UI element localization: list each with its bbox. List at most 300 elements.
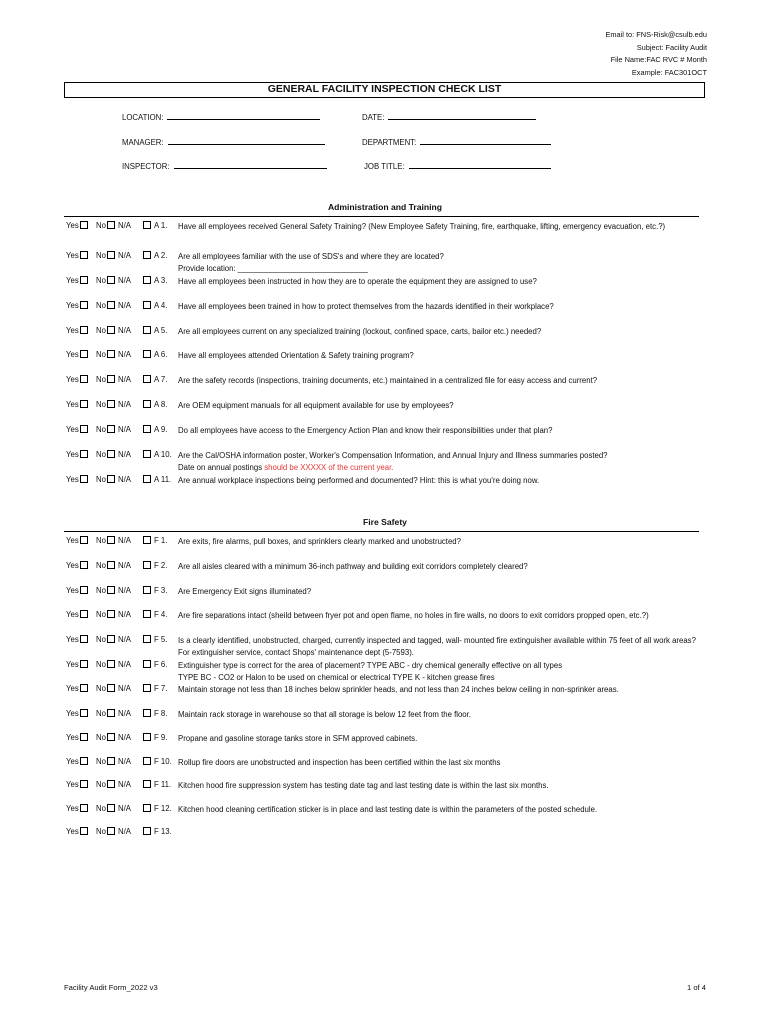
no-option[interactable] xyxy=(96,804,115,813)
footer-form-name: Facility Audit Form_2022 v3 xyxy=(64,983,158,992)
na-checkbox[interactable] xyxy=(143,827,151,835)
yes-option[interactable] xyxy=(66,586,88,595)
na-checkbox[interactable] xyxy=(143,610,151,618)
item-code: F 1. xyxy=(154,536,168,545)
no-label: No xyxy=(96,400,106,409)
no-checkbox[interactable] xyxy=(107,350,115,358)
na-label: N/A xyxy=(118,684,131,693)
na-checkbox[interactable] xyxy=(143,326,151,334)
yes-checkbox[interactable] xyxy=(80,827,88,835)
na-option[interactable] xyxy=(118,425,131,434)
no-label: No xyxy=(96,660,106,669)
yes-label: Yes xyxy=(66,733,79,742)
yes-option[interactable] xyxy=(66,400,88,409)
item-question xyxy=(178,561,698,573)
na-option[interactable] xyxy=(118,475,131,484)
yes-checkbox[interactable] xyxy=(80,400,88,408)
item-code: A 8. xyxy=(154,400,168,409)
yes-checkbox[interactable] xyxy=(80,610,88,618)
yes-label: Yes xyxy=(66,780,79,789)
item-code: A 4. xyxy=(154,301,168,310)
date-label: DATE: xyxy=(362,113,385,122)
yes-checkbox[interactable] xyxy=(80,684,88,692)
yes-option[interactable] xyxy=(66,251,88,260)
no-option[interactable] xyxy=(96,326,115,335)
no-checkbox[interactable] xyxy=(107,425,115,433)
item-question xyxy=(178,684,698,696)
no-checkbox[interactable] xyxy=(107,326,115,334)
na-option[interactable] xyxy=(118,561,131,570)
no-checkbox[interactable] xyxy=(107,709,115,717)
item-question-text: Are exits, fire alarms, pull boxes, and sprinklers clearly marked and unobstructed? xyxy=(178,537,461,546)
no-label: No xyxy=(96,425,106,434)
no-checkbox[interactable] xyxy=(107,586,115,594)
no-label: No xyxy=(96,350,106,359)
na-checkbox-wrap[interactable] xyxy=(142,221,151,230)
yes-option[interactable] xyxy=(66,301,88,310)
yes-checkbox[interactable] xyxy=(80,561,88,569)
na-option[interactable] xyxy=(118,221,131,230)
no-option[interactable] xyxy=(96,276,115,285)
section-divider xyxy=(64,531,699,532)
no-checkbox[interactable] xyxy=(107,251,115,259)
yes-label: Yes xyxy=(66,375,79,384)
yes-option[interactable] xyxy=(66,561,88,570)
no-option[interactable] xyxy=(96,221,115,230)
file-name-line: File Name:FAC RVC # Month xyxy=(610,55,707,64)
no-option[interactable] xyxy=(96,709,115,718)
na-label: N/A xyxy=(118,400,131,409)
checklist-row xyxy=(0,221,770,243)
na-option[interactable] xyxy=(118,733,131,742)
no-option[interactable] xyxy=(96,586,115,595)
no-option[interactable] xyxy=(96,684,115,693)
na-checkbox[interactable] xyxy=(143,251,151,259)
na-option[interactable] xyxy=(118,251,131,260)
na-option[interactable] xyxy=(118,635,131,644)
item-code: A 11. xyxy=(154,475,172,484)
yes-checkbox[interactable] xyxy=(80,450,88,458)
no-checkbox[interactable] xyxy=(107,780,115,788)
no-option[interactable] xyxy=(96,400,115,409)
na-checkbox[interactable] xyxy=(143,475,151,483)
na-checkbox-wrap[interactable] xyxy=(142,400,151,409)
na-option[interactable] xyxy=(118,326,131,335)
na-option[interactable] xyxy=(118,301,131,310)
inspector-field[interactable] xyxy=(122,160,327,171)
item-question-text: Have all employees been instructed in how they are to operate the equipment they are assigned to use? xyxy=(178,277,537,286)
checklist-row xyxy=(0,780,770,802)
yes-option[interactable] xyxy=(66,450,88,459)
no-option[interactable] xyxy=(96,375,115,384)
item-code: A 2. xyxy=(154,251,168,260)
yes-option[interactable] xyxy=(66,425,88,434)
yes-checkbox[interactable] xyxy=(80,635,88,643)
item-question xyxy=(178,276,698,288)
item-question xyxy=(178,733,698,745)
na-checkbox[interactable] xyxy=(143,536,151,544)
na-checkbox-wrap[interactable] xyxy=(142,780,151,789)
yes-checkbox[interactable] xyxy=(80,221,88,229)
yes-label: Yes xyxy=(66,610,79,619)
checklist-row xyxy=(0,375,770,397)
yes-label: Yes xyxy=(66,757,79,766)
item-question xyxy=(178,804,698,816)
no-option[interactable] xyxy=(96,780,115,789)
no-label: No xyxy=(96,375,106,384)
inspector-input-line[interactable] xyxy=(174,160,327,169)
yes-option[interactable] xyxy=(66,804,88,813)
na-option[interactable] xyxy=(118,780,131,789)
na-option[interactable] xyxy=(118,610,131,619)
no-option[interactable] xyxy=(96,610,115,619)
no-checkbox[interactable] xyxy=(107,684,115,692)
no-checkbox[interactable] xyxy=(107,375,115,383)
item-code: A 6. xyxy=(154,350,168,359)
item-question-subtext: TYPE BC - CO2 or Halon to be used on chemical or electrical TYPE K - kitchen grease fires xyxy=(178,673,495,682)
item-code: F 6. xyxy=(154,660,168,669)
na-checkbox[interactable] xyxy=(143,635,151,643)
na-checkbox-wrap[interactable] xyxy=(142,660,151,669)
item-question xyxy=(178,350,698,362)
no-checkbox[interactable] xyxy=(107,400,115,408)
item-code: A 3. xyxy=(154,276,168,285)
yes-label: Yes xyxy=(66,400,79,409)
no-checkbox[interactable] xyxy=(107,221,115,229)
na-checkbox-wrap[interactable] xyxy=(142,251,151,260)
checklist-row xyxy=(0,425,770,447)
checklist-row xyxy=(0,276,770,298)
yes-checkbox[interactable] xyxy=(80,425,88,433)
yes-option[interactable] xyxy=(66,610,88,619)
item-question-text: Are the safety records (inspections, training documents, etc.) maintained in a centralized file for easy access and current? xyxy=(178,376,598,385)
department-label: DEPARTMENT: xyxy=(362,138,417,147)
na-label: N/A xyxy=(118,375,131,384)
item-question xyxy=(178,400,698,412)
section-title-administration: Administration and Training xyxy=(327,202,443,212)
checklist-row xyxy=(0,475,770,497)
yes-option[interactable] xyxy=(66,733,88,742)
no-checkbox[interactable] xyxy=(107,804,115,812)
no-label: No xyxy=(96,780,106,789)
checklist-row xyxy=(0,684,770,706)
yes-checkbox[interactable] xyxy=(80,586,88,594)
na-option[interactable] xyxy=(118,709,131,718)
item-code: F 13. xyxy=(154,827,172,836)
item-question-text: Kitchen hood fire suppression system has testing date tag and last testing date is within the last six months. xyxy=(178,781,549,790)
item-question xyxy=(178,221,698,233)
no-option[interactable] xyxy=(96,536,115,545)
yes-label: Yes xyxy=(66,684,79,693)
item-question xyxy=(178,586,698,598)
na-checkbox[interactable] xyxy=(143,400,151,408)
na-checkbox[interactable] xyxy=(143,780,151,788)
na-option[interactable] xyxy=(118,536,131,545)
na-checkbox-wrap[interactable] xyxy=(142,561,151,570)
department-input-line[interactable] xyxy=(420,136,551,145)
na-option[interactable] xyxy=(118,660,131,669)
na-label: N/A xyxy=(118,536,131,545)
yes-checkbox[interactable] xyxy=(80,326,88,334)
yes-option[interactable] xyxy=(66,660,88,669)
yes-checkbox[interactable] xyxy=(80,251,88,259)
no-label: No xyxy=(96,733,106,742)
na-checkbox[interactable] xyxy=(143,375,151,383)
na-checkbox[interactable] xyxy=(143,350,151,358)
na-label: N/A xyxy=(118,425,131,434)
na-checkbox-wrap[interactable] xyxy=(142,301,151,310)
yes-checkbox[interactable] xyxy=(80,709,88,717)
na-checkbox-wrap[interactable] xyxy=(142,450,151,459)
no-label: No xyxy=(96,450,106,459)
na-checkbox[interactable] xyxy=(143,757,151,765)
location-label: LOCATION: xyxy=(122,113,164,122)
no-checkbox[interactable] xyxy=(107,733,115,741)
no-option[interactable] xyxy=(96,635,115,644)
yes-option[interactable] xyxy=(66,536,88,545)
yes-label: Yes xyxy=(66,586,79,595)
no-label: No xyxy=(96,709,106,718)
yes-label: Yes xyxy=(66,536,79,545)
na-option[interactable] xyxy=(118,827,131,836)
date-input-line[interactable] xyxy=(388,111,536,120)
na-option[interactable] xyxy=(118,450,131,459)
job-title-field[interactable] xyxy=(364,160,551,171)
no-option[interactable] xyxy=(96,561,115,570)
na-option[interactable] xyxy=(118,684,131,693)
na-label: N/A xyxy=(118,301,131,310)
item-code: F 3. xyxy=(154,586,168,595)
yes-option[interactable] xyxy=(66,780,88,789)
yes-option[interactable] xyxy=(66,709,88,718)
no-label: No xyxy=(96,326,106,335)
item-question-text: Have all employees attended Orientation & Safety training program? xyxy=(178,351,414,360)
na-checkbox-wrap[interactable] xyxy=(142,425,151,434)
na-checkbox[interactable] xyxy=(143,733,151,741)
na-label: N/A xyxy=(118,276,131,285)
checklist-row xyxy=(0,733,770,755)
na-checkbox-wrap[interactable] xyxy=(142,827,151,836)
item-question-text: Maintain rack storage in warehouse so that all storage is below 12 feet from the floor. xyxy=(178,710,471,719)
yes-checkbox[interactable] xyxy=(80,276,88,284)
manager-field[interactable] xyxy=(122,136,325,147)
no-checkbox[interactable] xyxy=(107,561,115,569)
no-checkbox[interactable] xyxy=(107,276,115,284)
checklist-row xyxy=(0,350,770,372)
na-option[interactable] xyxy=(118,586,131,595)
item-code: F 4. xyxy=(154,610,168,619)
na-option[interactable] xyxy=(118,400,131,409)
na-checkbox-wrap[interactable] xyxy=(142,350,151,359)
yes-checkbox[interactable] xyxy=(80,804,88,812)
yes-option[interactable] xyxy=(66,221,88,230)
yes-checkbox[interactable] xyxy=(80,780,88,788)
no-label: No xyxy=(96,536,106,545)
yes-option[interactable] xyxy=(66,375,88,384)
no-label: No xyxy=(96,561,106,570)
no-option[interactable] xyxy=(96,827,115,836)
checklist-row xyxy=(0,804,770,826)
inspector-label: INSPECTOR: xyxy=(122,162,170,171)
item-question-text: Propane and gasoline storage tanks store in SFM approved cabinets. xyxy=(178,734,418,743)
na-label: N/A xyxy=(118,780,131,789)
item-question xyxy=(178,301,698,313)
item-question xyxy=(178,450,698,474)
no-label: No xyxy=(96,251,106,260)
item-question-text: Extinguisher type is correct for the area of placement? TYPE ABC - dry chemical generally effective on all types xyxy=(178,661,563,670)
no-option[interactable] xyxy=(96,350,115,359)
na-checkbox-wrap[interactable] xyxy=(142,586,151,595)
yes-label: Yes xyxy=(66,301,79,310)
no-label: No xyxy=(96,757,106,766)
na-checkbox[interactable] xyxy=(143,301,151,309)
checklist-row xyxy=(0,660,770,682)
na-label: N/A xyxy=(118,450,131,459)
no-label: No xyxy=(96,610,106,619)
item-question xyxy=(178,757,698,769)
yes-option[interactable] xyxy=(66,827,88,836)
na-label: N/A xyxy=(118,221,131,230)
na-option[interactable] xyxy=(118,350,131,359)
item-question-text: Are the Cal/OSHA information poster, Worker's Compensation Information, and Annual Injury and Illness summaries posted? xyxy=(178,451,608,460)
no-checkbox[interactable] xyxy=(107,301,115,309)
na-checkbox-wrap[interactable] xyxy=(142,475,151,484)
na-option[interactable] xyxy=(118,804,131,813)
yes-option[interactable] xyxy=(66,475,88,484)
na-checkbox-wrap[interactable] xyxy=(142,709,151,718)
no-option[interactable] xyxy=(96,251,115,260)
no-checkbox[interactable] xyxy=(107,610,115,618)
yes-option[interactable] xyxy=(66,326,88,335)
yes-label: Yes xyxy=(66,326,79,335)
no-label: No xyxy=(96,635,106,644)
checklist-row xyxy=(0,586,770,608)
item-question-subtext: Date on annual postings xyxy=(178,463,265,472)
yes-checkbox[interactable] xyxy=(80,757,88,765)
yes-option[interactable] xyxy=(66,757,88,766)
na-label: N/A xyxy=(118,757,131,766)
no-option[interactable] xyxy=(96,660,115,669)
yes-checkbox[interactable] xyxy=(80,350,88,358)
yes-checkbox[interactable] xyxy=(80,301,88,309)
item-question xyxy=(178,475,698,487)
na-checkbox[interactable] xyxy=(143,221,151,229)
yes-checkbox[interactable] xyxy=(80,375,88,383)
na-checkbox-wrap[interactable] xyxy=(142,276,151,285)
no-checkbox[interactable] xyxy=(107,450,115,458)
no-label: No xyxy=(96,221,106,230)
yes-label: Yes xyxy=(66,827,79,836)
yes-label: Yes xyxy=(66,276,79,285)
na-checkbox[interactable] xyxy=(143,561,151,569)
no-option[interactable] xyxy=(96,450,115,459)
na-checkbox[interactable] xyxy=(143,276,151,284)
yes-option[interactable] xyxy=(66,276,88,285)
na-label: N/A xyxy=(118,709,131,718)
no-option[interactable] xyxy=(96,425,115,434)
item-question-text: Are all aisles cleared with a minimum 36-inch pathway and building exit corridors completely cleared? xyxy=(178,562,528,571)
na-option[interactable] xyxy=(118,276,131,285)
yes-checkbox[interactable] xyxy=(80,536,88,544)
na-checkbox[interactable] xyxy=(143,425,151,433)
job-title-input-line[interactable] xyxy=(409,160,551,169)
na-label: N/A xyxy=(118,660,131,669)
na-checkbox-wrap[interactable] xyxy=(142,757,151,766)
na-checkbox-wrap[interactable] xyxy=(142,733,151,742)
na-checkbox-wrap[interactable] xyxy=(142,375,151,384)
checklist-row xyxy=(0,709,770,731)
checklist-row xyxy=(0,536,770,558)
yes-option[interactable] xyxy=(66,635,88,644)
item-question-text: Are fire separations intact (sheild between fryer pot and open flame, no holes in fire walls, no doors to exit corridors propped open, etc.?) xyxy=(178,611,649,620)
na-checkbox-wrap[interactable] xyxy=(142,684,151,693)
yes-option[interactable] xyxy=(66,350,88,359)
na-checkbox-wrap[interactable] xyxy=(142,804,151,813)
yes-checkbox[interactable] xyxy=(80,475,88,483)
na-checkbox-wrap[interactable] xyxy=(142,635,151,644)
na-option[interactable] xyxy=(118,375,131,384)
item-question-text: Are OEM equipment manuals for all equipment available for use by employees? xyxy=(178,401,454,410)
na-checkbox-wrap[interactable] xyxy=(142,536,151,545)
no-checkbox[interactable] xyxy=(107,827,115,835)
department-field[interactable] xyxy=(362,136,551,147)
manager-input-line[interactable] xyxy=(168,136,325,145)
yes-checkbox[interactable] xyxy=(80,660,88,668)
checklist-row xyxy=(0,326,770,348)
no-checkbox[interactable] xyxy=(107,660,115,668)
na-checkbox[interactable] xyxy=(143,684,151,692)
no-option[interactable] xyxy=(96,301,115,310)
na-checkbox[interactable] xyxy=(143,586,151,594)
na-checkbox-wrap[interactable] xyxy=(142,610,151,619)
na-label: N/A xyxy=(118,350,131,359)
no-option[interactable] xyxy=(96,733,115,742)
form-title: GENERAL FACILITY INSPECTION CHECK LIST xyxy=(64,82,705,98)
item-code: F 11. xyxy=(154,780,172,789)
na-label: N/A xyxy=(118,804,131,813)
na-checkbox[interactable] xyxy=(143,804,151,812)
subject-line: Subject: Facility Audit xyxy=(636,42,707,52)
na-checkbox[interactable] xyxy=(143,660,151,668)
section-title-fire-safety: Fire Safety xyxy=(363,517,407,527)
location-field[interactable] xyxy=(122,111,320,122)
item-code: F 7. xyxy=(154,684,168,693)
na-checkbox-wrap[interactable] xyxy=(142,326,151,335)
no-option[interactable] xyxy=(96,757,115,766)
date-field[interactable] xyxy=(362,111,536,122)
item-question-text: Have all employees been trained in how to protect themselves from the hazards identified in their workplace? xyxy=(178,302,554,311)
no-label: No xyxy=(96,586,106,595)
no-checkbox[interactable] xyxy=(107,757,115,765)
na-option[interactable] xyxy=(118,757,131,766)
item-question-text: Do all employees have access to the Emergency Action Plan and know their responsibilities under that plan? xyxy=(178,426,553,435)
no-checkbox[interactable] xyxy=(107,635,115,643)
yes-option[interactable] xyxy=(66,684,88,693)
location-input-line[interactable] xyxy=(167,111,320,120)
na-checkbox[interactable] xyxy=(143,450,151,458)
item-question-text: Are all employees current on any specialized training (lockout, confined space, carts, bailor etc.) needed? xyxy=(178,327,542,336)
checklist-row xyxy=(0,301,770,323)
item-question xyxy=(178,425,698,437)
na-label: N/A xyxy=(118,586,131,595)
no-checkbox[interactable] xyxy=(107,475,115,483)
no-label: No xyxy=(96,827,106,836)
no-option[interactable] xyxy=(96,475,115,484)
yes-checkbox[interactable] xyxy=(80,733,88,741)
no-label: No xyxy=(96,301,106,310)
no-checkbox[interactable] xyxy=(107,536,115,544)
na-checkbox[interactable] xyxy=(143,709,151,717)
